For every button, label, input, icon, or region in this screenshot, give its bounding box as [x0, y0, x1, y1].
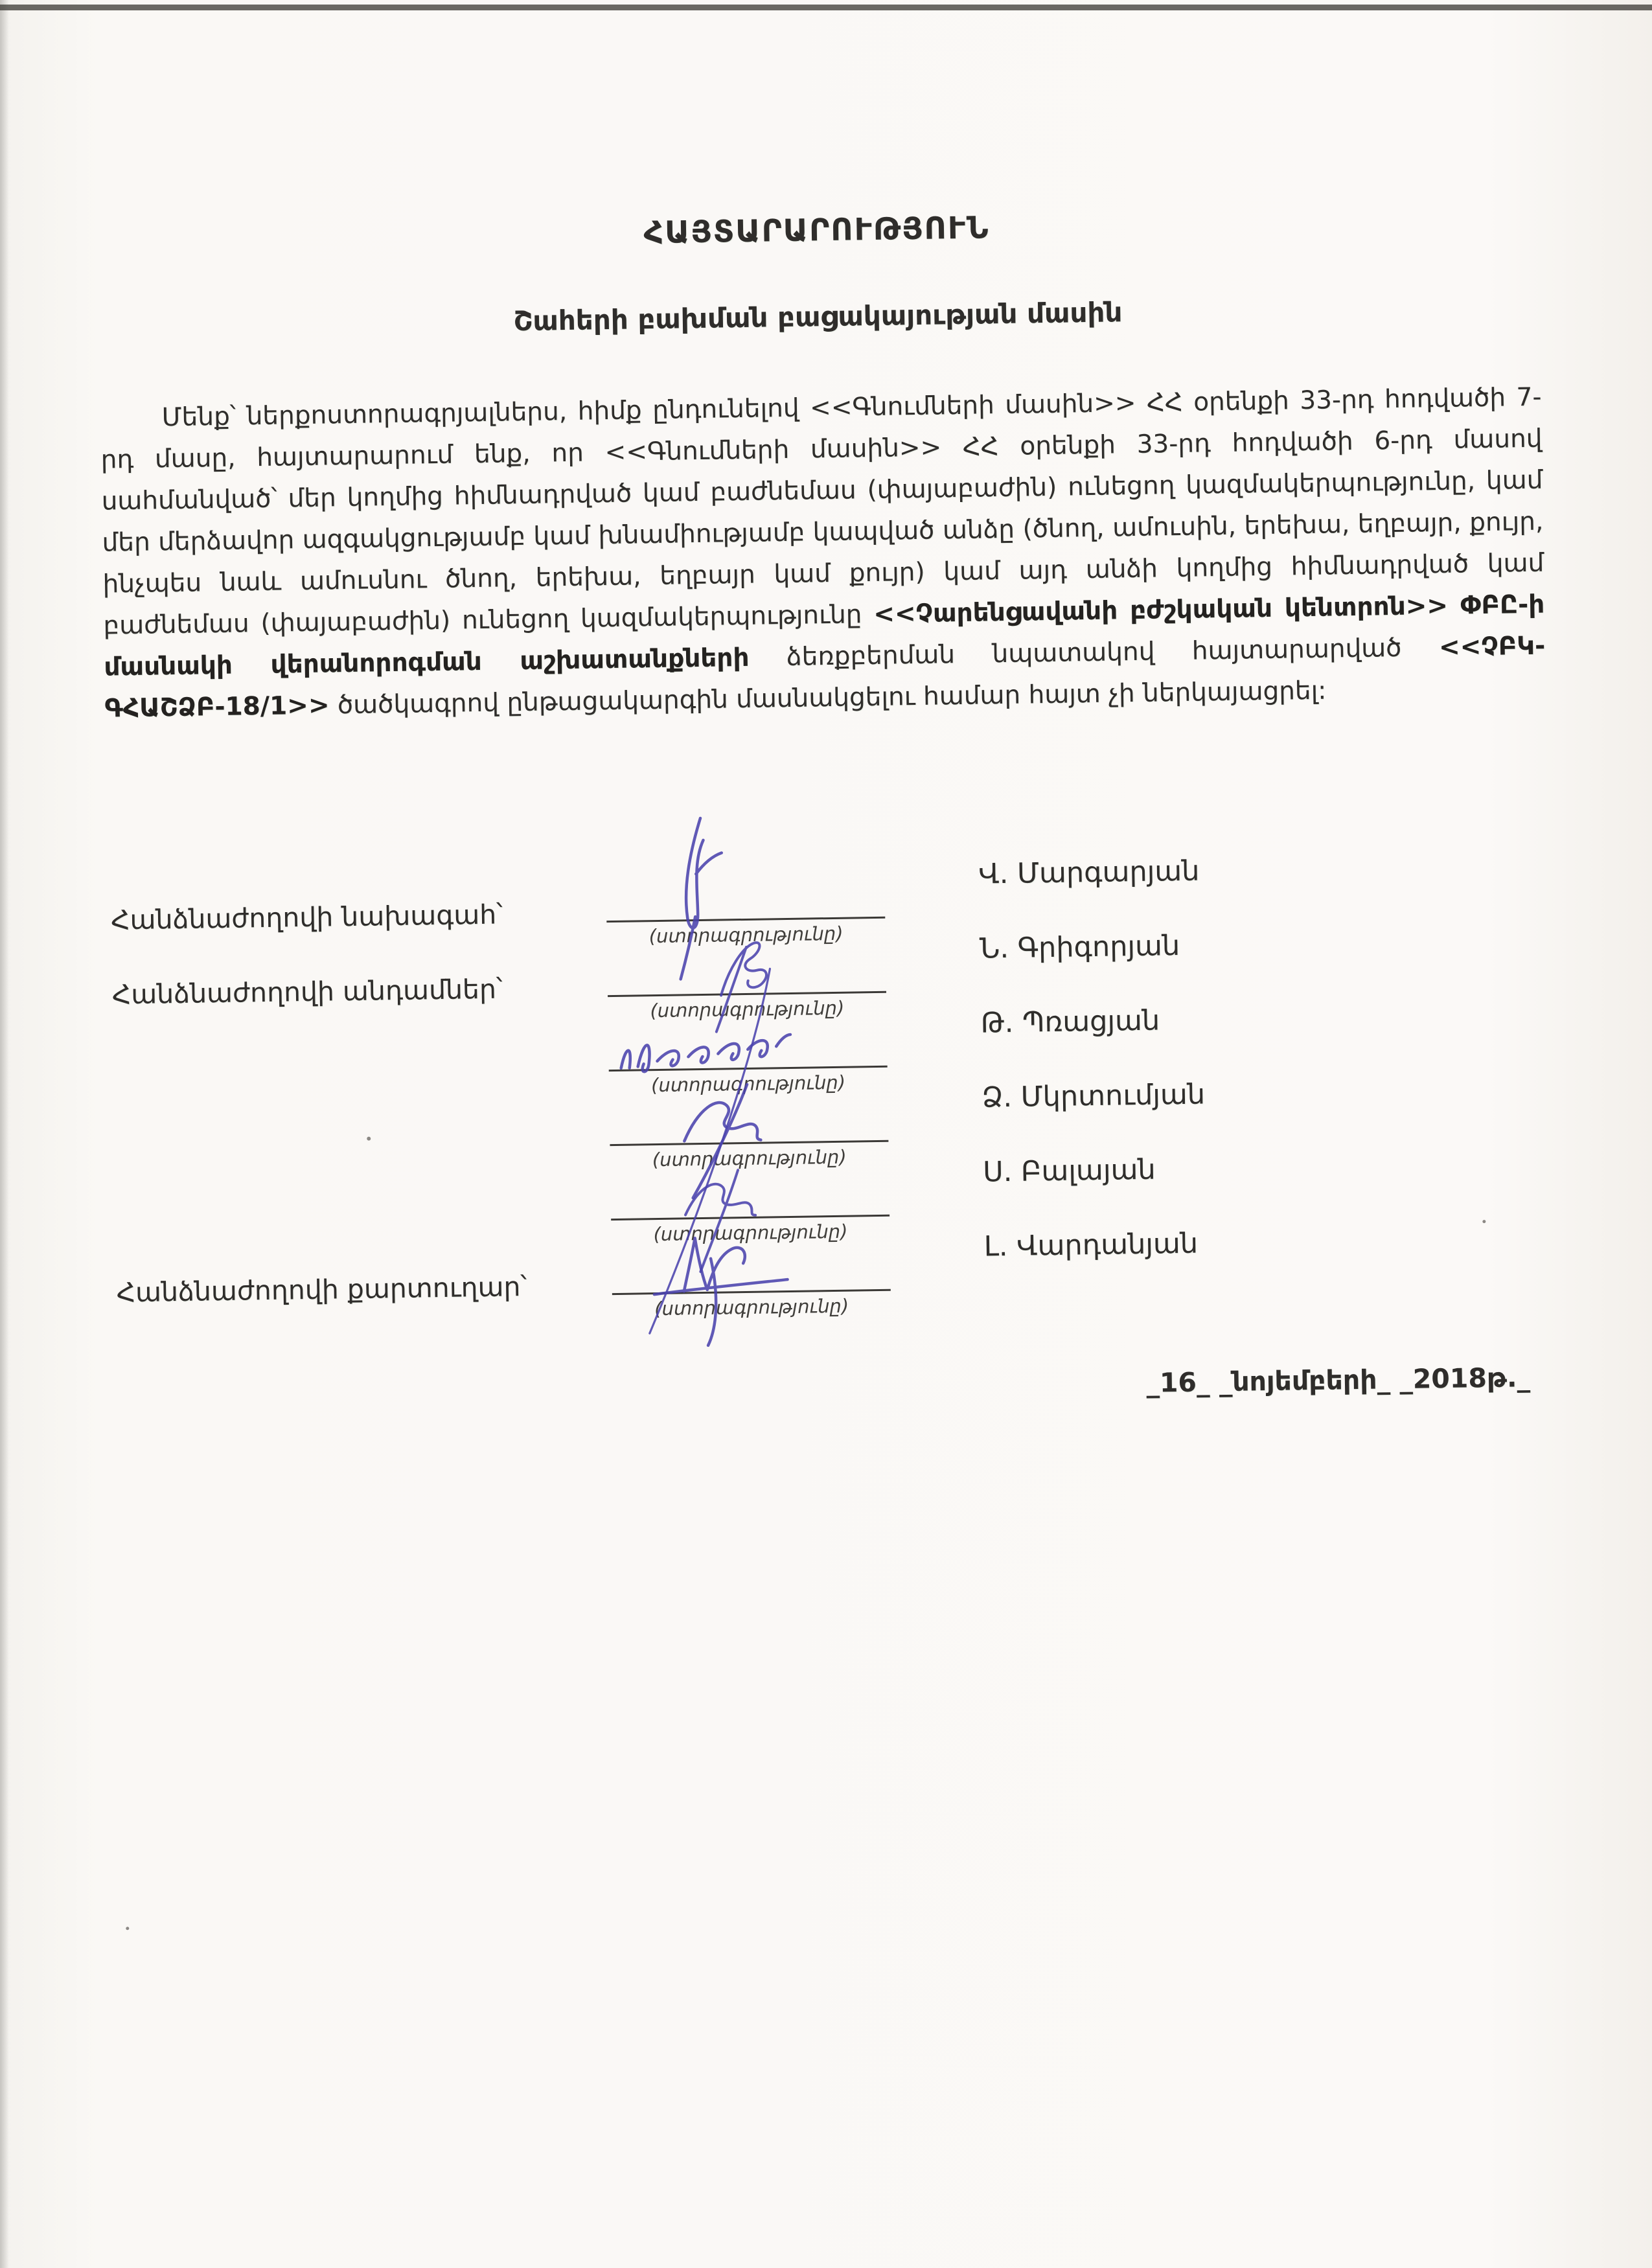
signature-line: [608, 1044, 887, 1071]
paragraph-segment-bold: <<Չարենցավանի բժշկական կենտրոն>> ՓԲԸ-ի մասնակի վերանորոգման աշխատանքների: [104, 590, 1545, 682]
signer-name: Ն. Գրիգորյան: [979, 930, 1180, 965]
signer-name: Վ. Մարգարյան: [978, 854, 1200, 891]
signature-caption: (ստորագրությունը): [650, 996, 845, 1022]
paragraph-segment: ծածկագրով ընթացակարգին մասնակցելու համար հայտ չի ներկայացրել:: [329, 676, 1327, 720]
document-subtitle: Շահերի բախման բացակայության մասին: [513, 296, 1123, 338]
date-line: _16_ _նոյեմբերի_ _2018թ._: [1146, 1362, 1531, 1399]
scan-speck: [1482, 1220, 1486, 1223]
scan-speck: [126, 1927, 129, 1930]
signer-name: Ս. Բալայան: [982, 1153, 1156, 1189]
signature-block: [94, 0, 1566, 2268]
signature-caption: (ստորագրությունը): [652, 1145, 847, 1171]
signer-name: Լ. Վարդանյան: [983, 1227, 1199, 1263]
paragraph-segment: Մենք՝ ներքոստորագրյալներս, հիմք ընդունելով <<Գնումների մասին>> ՀՀ օրենքի 33-րդ հոդվածի 7-րդ մասը, հայտարարում ենք, որ <<Գնումների մասին>> ՀՀ օրենքի 33-րդ հոդվածի 6-րդ մասով սահմանված՝ մեր կողմից հիմնադրված կամ բաժնեմաս (փայաբաժին) ունեցող կազմակերպությունը, կամ մեր մերձավոր ազգակցությամբ կամ խնամիությամբ կապված անձը (ծնող, ամուսին, երեխա, եղբայր, քույր, ինչպես նաև ամուսնու ծնող, երեխա, եղբայր կամ քույր) կամ այդ անձի կողմից հիմնադրված կամ բաժնեմաս (փայաբաժին) ունեցող կազմակերպությունը: [100, 382, 1544, 641]
signature-line: [612, 1268, 890, 1295]
signer-name: Ձ. Մկրտումյան: [981, 1078, 1206, 1114]
signature-line: [610, 1119, 888, 1146]
paragraph-segment: ձեռքբերման նպատակով հայտարարված: [749, 633, 1440, 672]
paragraph-segment-bold: <<ՉԲԿ-ԳՀԱՇՁԲ-18/1>>: [104, 631, 1546, 724]
signature-line: [611, 1193, 889, 1220]
signature-caption: (ստորագրությունը): [650, 1071, 846, 1097]
signature-role-label: Հանձնաժողովի նախագահ՝: [110, 899, 503, 936]
signer-name: Թ. Պռացյան: [980, 1004, 1160, 1040]
signature-role-label: Հանձնաժողովի քարտուղար՝: [116, 1271, 527, 1309]
signature-line: [606, 895, 885, 922]
signature-caption: (ստորագրությունը): [648, 922, 843, 948]
signature-role-label: Հանձնաժողովի անդամներ՝: [111, 973, 503, 1011]
document-title: ՀԱՅՏԱՐԱՐՈՒԹՅՈՒՆ: [643, 210, 990, 251]
signature-caption: (ստորագրությունը): [653, 1220, 848, 1246]
signature-caption: (ստորագրությունը): [654, 1294, 849, 1320]
scan-speck: [367, 1137, 371, 1141]
signature-line: [608, 970, 886, 997]
